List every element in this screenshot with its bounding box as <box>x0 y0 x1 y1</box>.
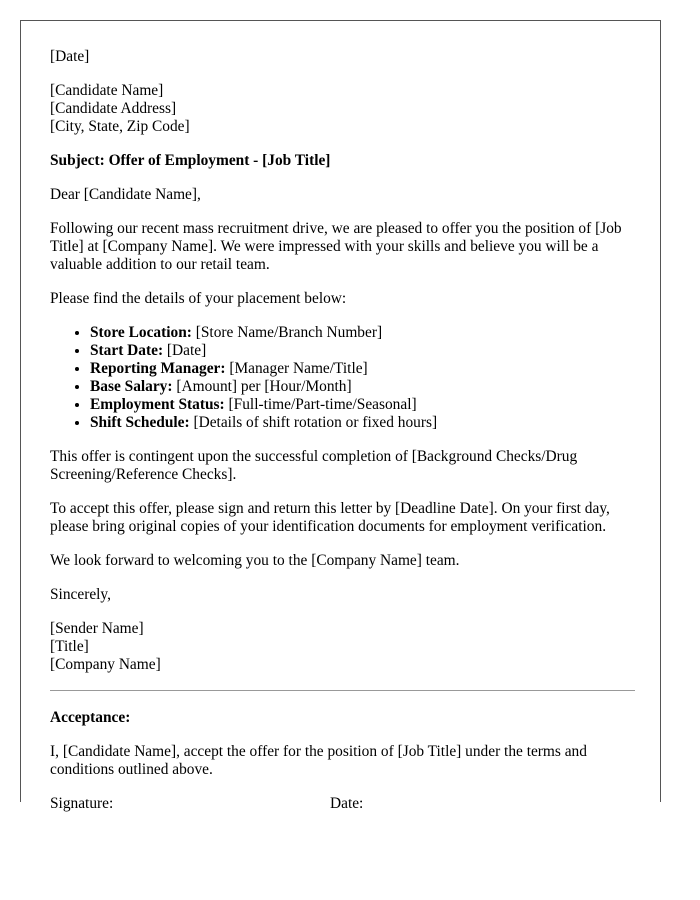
letter-page <box>20 20 661 812</box>
placement-details-list <box>50 324 635 432</box>
acceptance-statement: I, [Candidate Name], accept the offer for the position of [Job Title] under the terms and conditions outlined above. <box>50 743 587 778</box>
letter-subject: Subject: Offer of Employment - [Job Title] <box>50 152 331 169</box>
detail-value: [Amount] per [Hour/Month] <box>172 378 352 395</box>
salutation: Dear [Candidate Name], <box>50 186 201 203</box>
recipient-address: [Candidate Address] <box>50 100 177 117</box>
sender-company: [Company Name] <box>50 656 161 673</box>
letter-content <box>50 48 635 813</box>
details-intro: Please find the details of your placement below: <box>50 290 347 307</box>
recipient-name: [Candidate Name] <box>50 82 164 99</box>
sender-name: [Sender Name] <box>50 620 144 637</box>
letter-date: [Date] <box>50 48 90 65</box>
detail-base-salary <box>90 378 635 396</box>
date-label: Date: <box>330 795 364 812</box>
detail-start-date <box>90 342 635 360</box>
accept-instructions-paragraph: To accept this offer, please sign and return this letter by [Deadline Date]. On your first day, please bring original copies of your identification documents for employment verification. <box>50 500 610 535</box>
detail-store-location <box>90 324 635 342</box>
detail-label: Employment Status: <box>90 396 225 413</box>
signature-row <box>50 795 635 813</box>
sender-title: [Title] <box>50 638 89 655</box>
detail-value: [Full-time/Part-time/Seasonal] <box>224 396 417 413</box>
detail-label: Reporting Manager: <box>90 360 226 377</box>
detail-employment-status <box>90 396 635 414</box>
detail-value: [Store Name/Branch Number] <box>191 324 383 341</box>
detail-label: Shift Schedule: <box>90 414 190 431</box>
recipient-city: [City, State, Zip Code] <box>50 118 190 135</box>
closing-line: We look forward to welcoming you to the [Company Name] team. <box>50 552 460 569</box>
detail-label: Store Location: <box>90 324 192 341</box>
signoff: Sincerely, <box>50 586 111 603</box>
section-divider <box>50 690 635 691</box>
detail-value: [Manager Name/Title] <box>225 360 368 377</box>
detail-shift-schedule <box>90 414 635 432</box>
signature-label: Signature: <box>50 795 114 812</box>
detail-value: [Date] <box>163 342 207 359</box>
intro-paragraph: Following our recent mass recruitment drive, we are pleased to offer you the position of [Job Title] at [Company Name]. We were impressed with your skills and believe you will be a valuable addition to our retail team. <box>50 220 622 273</box>
detail-label: Start Date: <box>90 342 164 359</box>
sender-block <box>50 620 635 674</box>
contingency-paragraph: This offer is contingent upon the successful completion of [Background Checks/Drug Screening/Reference Checks]. <box>50 448 578 483</box>
recipient-block <box>50 82 635 136</box>
acceptance-title: Acceptance: <box>50 709 131 726</box>
detail-reporting-manager <box>90 360 635 378</box>
detail-label: Base Salary: <box>90 378 173 395</box>
detail-value: [Details of shift rotation or fixed hours] <box>189 414 438 431</box>
